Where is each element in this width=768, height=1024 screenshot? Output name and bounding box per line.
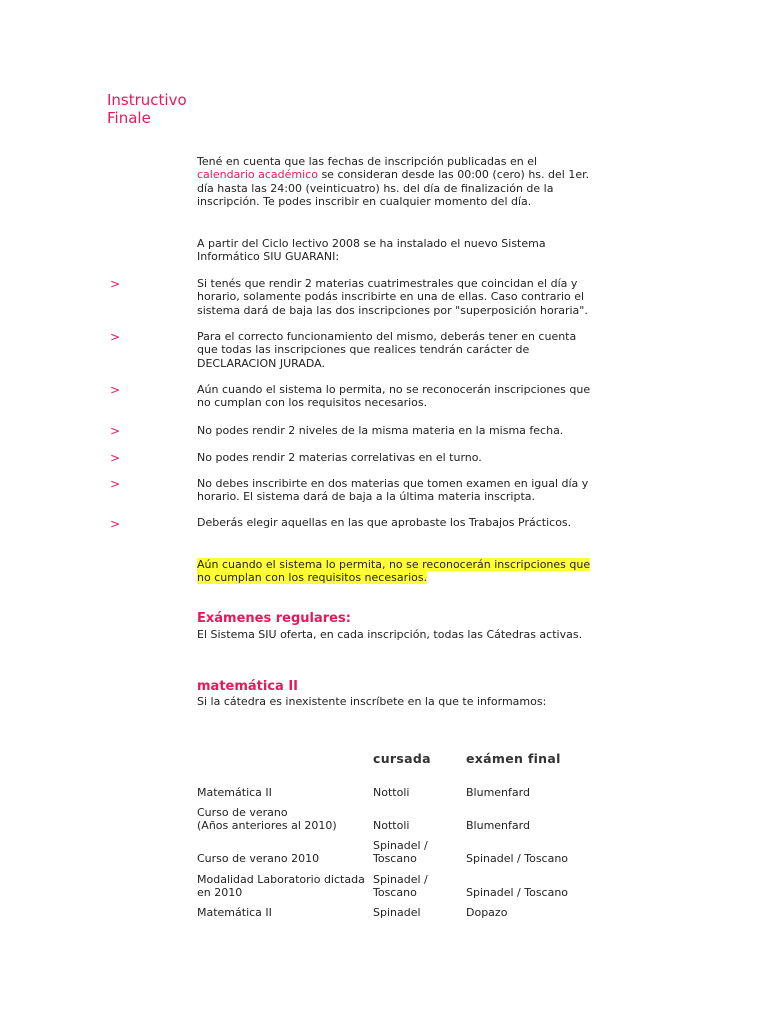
list-item: Deberás elegir aquellas en las que aprobaste los Trabajos Prácticos.: [197, 516, 572, 529]
bullet-arrow-icon: >: [110, 330, 121, 344]
highlight-note: [197, 558, 597, 585]
academic-calendar-link[interactable]: calendario académico: [197, 168, 318, 182]
highlight-note-text: Aún cuando el sistema lo permita, no se reconocerán inscripciones que no cumplan con los requisitos necesarios.: [197, 558, 591, 585]
cell-subject: Matemática II: [197, 786, 272, 799]
column-header-cursada: cursada: [373, 751, 431, 766]
list-item: No podes rendir 2 niveles de la misma materia en la misma fecha.: [197, 424, 564, 437]
list-item: Aún cuando el sistema lo permita, no se reconocerán inscripciones que no cumplan con los requisitos necesarios.: [197, 383, 591, 410]
cell-subject: Modalidad Laboratorio dictada en 2010: [197, 873, 365, 900]
intro-paragraph: [197, 155, 597, 209]
bullet-arrow-icon: >: [110, 477, 121, 491]
cell-cursada: Nottoli: [373, 819, 410, 832]
column-header-final: exámen final: [466, 751, 561, 766]
cell-cursada: Spinadel: [373, 906, 421, 919]
cell-cursada: Spinadel / Toscano: [373, 839, 428, 866]
cell-final: Spinadel / Toscano: [466, 886, 569, 899]
cell-final: Dopazo: [466, 906, 508, 919]
bullet-arrow-icon: >: [110, 383, 121, 397]
intro-text-before: Tené en cuenta que las fechas de inscripción publicadas en el: [197, 155, 538, 168]
page-title: Instructivo Finale: [107, 91, 187, 127]
list-item: Si tenés que rendir 2 materias cuatrimestrales que coincidan el día y horario, solamente podás inscribirte en una de ellas. Caso contrario el sistema dará de baja las dos inscripciones por "superposición horaria".: [197, 277, 588, 317]
list-item: Para el correcto funcionamiento del mismo, deberás tener en cuenta que todas las inscripciones que realices tendrán carácter de DECLARACION JURADA.: [197, 330, 577, 370]
bullet-arrow-icon: >: [110, 277, 121, 291]
cell-cursada: Nottoli: [373, 786, 410, 799]
cell-final: Blumenfard: [466, 819, 530, 832]
cell-final: Spinadel / Toscano: [466, 852, 569, 865]
cell-subject: Curso de verano (Años anteriores al 2010): [197, 806, 337, 833]
math-text: Si la cátedra es inexistente inscríbete en la que te informamos:: [197, 695, 547, 708]
siu-intro: A partir del Ciclo lectivo 2008 se ha instalado el nuevo Sistema Informático SIU GUARANI:: [197, 237, 546, 264]
list-item: No debes inscribirte en dos materias que tomen examen en igual día y horario. El sistema dará de baja a la última materia inscripta.: [197, 477, 589, 504]
bullet-arrow-icon: >: [110, 451, 121, 465]
cell-cursada: Spinadel / Toscano: [373, 873, 428, 900]
bullet-arrow-icon: >: [110, 517, 121, 531]
cell-final: Blumenfard: [466, 786, 530, 799]
regular-exams-text: El Sistema SIU oferta, en cada inscripción, todas las Cátedras activas.: [197, 628, 583, 641]
cell-subject: Curso de verano 2010: [197, 852, 320, 865]
list-item: No podes rendir 2 materias correlativas en el turno.: [197, 451, 482, 464]
regular-exams-heading: Exámenes regulares:: [197, 611, 351, 626]
cell-subject: Matemática II: [197, 906, 272, 919]
bullet-arrow-icon: >: [110, 424, 121, 438]
math-heading: matemática II: [197, 679, 299, 694]
intro-text-after: se consideran desde las 00:00 (cero) hs. del 1er. día hasta las 24:00 (veinticuatro) hs. del día de finalización de la inscripción. Te podes inscribir en cualquier momento del día.: [197, 168, 590, 209]
